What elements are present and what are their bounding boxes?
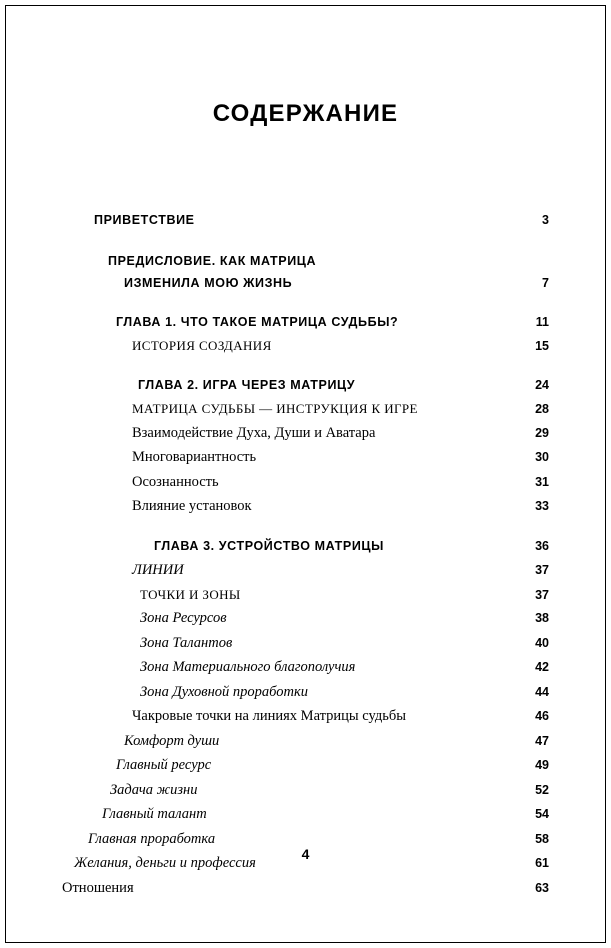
toc-entry-page: 3 bbox=[542, 213, 549, 227]
toc-entry-label: Главная проработка bbox=[88, 830, 216, 847]
toc-entry[interactable] bbox=[62, 681, 549, 704]
toc-entry-label: Осознанность bbox=[132, 473, 219, 490]
toc-entry[interactable] bbox=[62, 210, 549, 231]
toc-entry-page: 28 bbox=[535, 402, 549, 416]
toc-entry-label: ТОЧКИ И ЗОНЫ bbox=[140, 586, 241, 602]
toc-entry[interactable] bbox=[62, 312, 549, 333]
toc-entry[interactable] bbox=[62, 422, 549, 445]
toc-entry-label: Многовариантность bbox=[132, 449, 257, 465]
toc-entry-page: 11 bbox=[535, 314, 549, 329]
toc-entry-label: Желания, деньги и профессия bbox=[74, 855, 256, 871]
toc-entry-label: МАТРИЦА СУДЬБЫ — ИНСТРУКЦИЯ К ИГРЕ bbox=[132, 401, 418, 416]
toc-entry-page: 30 bbox=[535, 450, 549, 464]
toc-entry-label: Влияние установок bbox=[132, 498, 252, 514]
table-of-contents bbox=[62, 210, 549, 899]
toc-entry[interactable] bbox=[62, 446, 549, 469]
toc-entry[interactable] bbox=[62, 559, 549, 582]
toc-entry-page: 37 bbox=[535, 587, 549, 602]
toc-entry-page: 61 bbox=[535, 856, 549, 870]
toc-entry-label: Зона Материального благополучия bbox=[140, 659, 356, 675]
toc-entry-page: 52 bbox=[535, 782, 549, 797]
toc-entry[interactable] bbox=[62, 495, 549, 518]
toc-entry-label: ИСТОРИЯ СОЗДАНИЯ bbox=[132, 338, 272, 353]
toc-entry[interactable] bbox=[62, 584, 549, 606]
toc-entry[interactable] bbox=[62, 398, 549, 420]
toc-entry-label: ПРИВЕТСТВИЕ bbox=[94, 213, 195, 227]
toc-entry-page: 54 bbox=[535, 807, 549, 821]
toc-entry-label: Зона Духовной проработки bbox=[140, 683, 309, 700]
toc-entry-label: Главный ресурс bbox=[116, 757, 212, 773]
toc-entry-page: 49 bbox=[535, 758, 549, 772]
toc-entry-label: Чакровые точки на линиях Матрицы судьбы bbox=[132, 708, 406, 724]
toc-entry-page: 63 bbox=[535, 880, 549, 895]
toc-entry[interactable] bbox=[62, 375, 549, 396]
toc-entry-label: Комфорт души bbox=[124, 732, 220, 749]
toc-entry-page: 46 bbox=[535, 709, 549, 723]
toc-entry-page: 24 bbox=[535, 377, 549, 392]
toc-entry-page: 15 bbox=[535, 339, 549, 353]
toc-entry-label: ГЛАВА 1. ЧТО ТАКОЕ МАТРИЦА СУДЬБЫ? bbox=[116, 314, 399, 329]
toc-entry[interactable] bbox=[62, 803, 549, 826]
toc-entry-page: 37 bbox=[535, 563, 549, 577]
toc-entry-label: Отношения bbox=[62, 879, 134, 896]
toc-entry-label: Зона Ресурсов bbox=[140, 610, 227, 626]
toc-entry-label: ГЛАВА 2. ИГРА ЧЕРЕЗ МАТРИЦУ bbox=[138, 377, 356, 392]
toc-entry-label: ПРЕДИСЛОВИЕ. КАК МАТРИЦА bbox=[108, 253, 317, 268]
toc-entry-page: 40 bbox=[535, 635, 549, 650]
toc-entry[interactable] bbox=[62, 471, 549, 494]
toc-entry[interactable] bbox=[62, 273, 549, 294]
folio-number: 4 bbox=[301, 846, 310, 862]
toc-entry-label: Зона Талантов bbox=[140, 634, 233, 651]
page-title: СОДЕРЖАНИЕ bbox=[212, 100, 399, 127]
toc-entry[interactable] bbox=[62, 705, 549, 728]
toc-entry-label: Задача жизни bbox=[110, 781, 198, 798]
toc-entry-page: 47 bbox=[535, 733, 549, 748]
toc-entry[interactable] bbox=[62, 251, 549, 272]
toc-entry-page: 33 bbox=[535, 499, 549, 513]
toc-entry-page: 38 bbox=[535, 611, 549, 625]
toc-entry-label: Взаимодействие Духа, Души и Аватара bbox=[132, 424, 376, 441]
toc-entry[interactable] bbox=[62, 335, 549, 357]
toc-entry-page: 44 bbox=[535, 684, 549, 699]
toc-entry-label: Главный талант bbox=[102, 806, 207, 822]
toc-entry-page: 42 bbox=[535, 660, 549, 674]
toc-entry[interactable] bbox=[62, 779, 549, 802]
toc-entry-page: 29 bbox=[535, 425, 549, 440]
toc-entry[interactable] bbox=[62, 754, 549, 777]
toc-entry-page: 36 bbox=[535, 538, 549, 553]
toc-entry-label: ЛИНИИ bbox=[132, 562, 184, 578]
toc-entry[interactable] bbox=[62, 656, 549, 679]
toc-entry[interactable] bbox=[62, 607, 549, 630]
toc-entry-page: 7 bbox=[542, 276, 549, 290]
toc-entry-page: 31 bbox=[535, 474, 549, 489]
toc-entry-label: ГЛАВА 3. УСТРОЙСТВО МАТРИЦЫ bbox=[154, 538, 384, 553]
toc-entry[interactable] bbox=[62, 536, 549, 557]
toc-entry[interactable] bbox=[62, 632, 549, 655]
toc-entry-label: ИЗМЕНИЛА МОЮ ЖИЗНЬ bbox=[124, 276, 293, 290]
toc-entry[interactable] bbox=[62, 877, 549, 900]
toc-entry[interactable] bbox=[62, 730, 549, 753]
toc-entry-page: 58 bbox=[535, 831, 549, 846]
